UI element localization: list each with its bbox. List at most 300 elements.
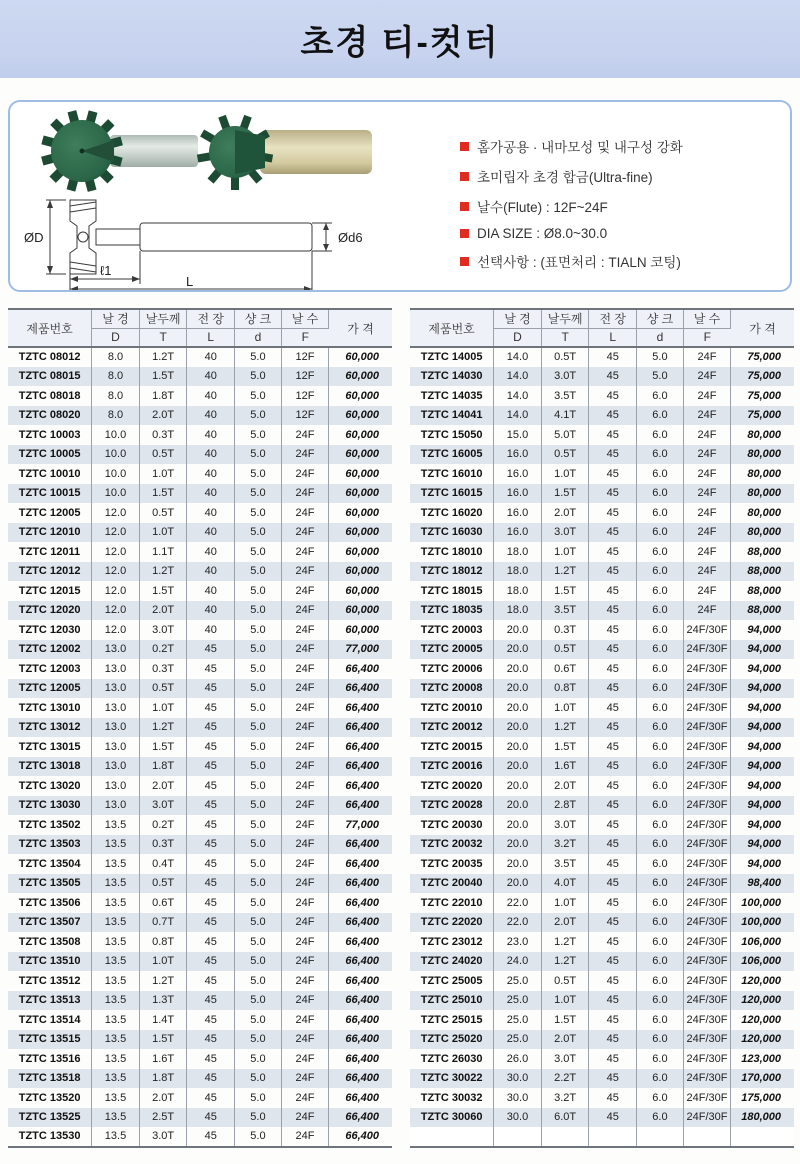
overall-length-cell: 45 bbox=[589, 776, 637, 796]
product-number-cell: TZTC 25015 bbox=[410, 1010, 494, 1030]
table-row bbox=[8, 601, 392, 621]
blade-thickness-cell: 1.2T bbox=[541, 932, 589, 952]
blade-thickness-cell: 1.0T bbox=[139, 698, 187, 718]
shank-cell: 5.0 bbox=[235, 893, 282, 913]
flute-cell: 24F bbox=[281, 757, 328, 777]
price-cell: 100,000 bbox=[741, 896, 781, 909]
shank-cell: 6.0 bbox=[637, 679, 684, 699]
blade-dia-cell: 12.0 bbox=[92, 581, 140, 601]
cutter-photo-front bbox=[41, 110, 198, 192]
price-cell: 66,400 bbox=[345, 1091, 379, 1104]
shank-cell: 5.0 bbox=[235, 523, 282, 543]
shank-cell: 6.0 bbox=[637, 1030, 684, 1050]
empty-cell bbox=[683, 1127, 730, 1147]
blade-dia-cell: 10.0 bbox=[92, 484, 140, 504]
product-number-cell: TZTC 10010 bbox=[8, 464, 92, 484]
table-row bbox=[410, 1108, 794, 1128]
shank-cell: 5.0 bbox=[235, 659, 282, 679]
price-cell: 60,000 bbox=[345, 351, 379, 364]
feature-list bbox=[442, 102, 790, 290]
overall-length-cell: 40 bbox=[187, 464, 235, 484]
dim-label-total-length: L bbox=[186, 274, 194, 289]
overall-length-cell: 45 bbox=[589, 640, 637, 660]
blade-dia-cell: 26.0 bbox=[494, 1049, 542, 1069]
shank-cell: 6.0 bbox=[637, 581, 684, 601]
table-row bbox=[8, 1049, 392, 1069]
price-cell: 66,400 bbox=[345, 760, 379, 773]
overall-length-cell: 45 bbox=[589, 425, 637, 445]
flute-cell: 12F bbox=[281, 406, 328, 426]
blade-dia-cell: 13.5 bbox=[92, 932, 140, 952]
feature-text: 초미립자 초경 합금(Ultra-fine) bbox=[477, 170, 653, 185]
price-cell: 60,000 bbox=[345, 623, 379, 636]
table-row bbox=[8, 932, 392, 952]
spec-table-left bbox=[8, 308, 392, 1148]
overall-length-cell: 45 bbox=[589, 757, 637, 777]
blade-thickness-cell: 0.7T bbox=[139, 913, 187, 933]
overall-length-cell: 45 bbox=[187, 1127, 235, 1147]
cutter-illustration bbox=[10, 102, 442, 290]
price-cell: 94,000 bbox=[747, 701, 781, 714]
blade-dia-cell: 13.5 bbox=[92, 1010, 140, 1030]
blade-dia-cell: 13.5 bbox=[92, 815, 140, 835]
blade-thickness-cell: 3.5T bbox=[541, 854, 589, 874]
blade-thickness-cell: 0.5T bbox=[139, 874, 187, 894]
header-shank: 샹 크 bbox=[637, 309, 684, 328]
table-row bbox=[410, 542, 794, 562]
product-number-cell: TZTC 20012 bbox=[410, 718, 494, 738]
shank-cell: 6.0 bbox=[637, 796, 684, 816]
overall-length-cell: 45 bbox=[589, 367, 637, 387]
price-cell: 94,000 bbox=[747, 623, 781, 636]
price-cell: 66,400 bbox=[345, 1111, 379, 1124]
flute-cell: 24F/30F bbox=[683, 1108, 730, 1128]
shank-cell: 5.0 bbox=[235, 484, 282, 504]
blade-dia-cell: 16.0 bbox=[494, 523, 542, 543]
shank-cell: 6.0 bbox=[637, 874, 684, 894]
blade-thickness-cell: 3.0T bbox=[139, 620, 187, 640]
blade-thickness-cell: 1.2T bbox=[139, 718, 187, 738]
shank-cell: 6.0 bbox=[637, 1108, 684, 1128]
header-symbol-D: D bbox=[92, 328, 140, 347]
blade-dia-cell: 20.0 bbox=[494, 659, 542, 679]
price-cell: 80,000 bbox=[747, 428, 781, 441]
shank-cell: 6.0 bbox=[637, 601, 684, 621]
flute-cell: 24F/30F bbox=[683, 932, 730, 952]
title-band bbox=[0, 0, 800, 78]
overall-length-cell: 45 bbox=[589, 659, 637, 679]
flute-cell: 24F bbox=[281, 971, 328, 991]
blade-dia-cell: 13.5 bbox=[92, 1108, 140, 1128]
overall-length-cell: 45 bbox=[589, 1030, 637, 1050]
table-row bbox=[8, 367, 392, 387]
blade-dia-cell: 13.0 bbox=[92, 718, 140, 738]
blade-thickness-cell: 0.5T bbox=[541, 445, 589, 465]
table-row bbox=[8, 620, 392, 640]
shank-cell: 6.0 bbox=[637, 464, 684, 484]
blade-thickness-cell: 0.2T bbox=[139, 815, 187, 835]
blade-dia-cell: 13.0 bbox=[92, 737, 140, 757]
blade-dia-cell: 18.0 bbox=[494, 562, 542, 582]
overall-length-cell: 45 bbox=[187, 757, 235, 777]
blade-thickness-cell: 1.2T bbox=[541, 562, 589, 582]
blade-dia-cell: 13.5 bbox=[92, 1030, 140, 1050]
table-row bbox=[410, 1088, 794, 1108]
table-row bbox=[8, 815, 392, 835]
flute-cell: 24F bbox=[281, 893, 328, 913]
shank-cell: 5.0 bbox=[235, 367, 282, 387]
table-row bbox=[410, 367, 794, 387]
price-cell: 60,000 bbox=[345, 370, 379, 383]
product-number-cell: TZTC 13513 bbox=[8, 991, 92, 1011]
shank-cell: 6.0 bbox=[637, 971, 684, 991]
flute-cell: 24F bbox=[683, 425, 730, 445]
blade-dia-cell: 18.0 bbox=[494, 581, 542, 601]
overall-length-cell: 45 bbox=[589, 503, 637, 523]
price-cell: 66,400 bbox=[345, 662, 379, 675]
product-number-cell: TZTC 12012 bbox=[8, 562, 92, 582]
flute-cell: 24F/30F bbox=[683, 640, 730, 660]
blade-dia-cell: 13.5 bbox=[92, 991, 140, 1011]
blade-dia-cell: 30.0 bbox=[494, 1108, 542, 1128]
flute-cell: 24F bbox=[281, 640, 328, 660]
shank-cell: 5.0 bbox=[235, 620, 282, 640]
table-row bbox=[8, 854, 392, 874]
price-cell: 66,400 bbox=[345, 682, 379, 695]
shank-cell: 5.0 bbox=[235, 562, 282, 582]
price-cell: 66,400 bbox=[345, 974, 379, 987]
flute-cell: 24F bbox=[683, 581, 730, 601]
product-number-cell: TZTC 12020 bbox=[8, 601, 92, 621]
shank-cell: 5.0 bbox=[235, 464, 282, 484]
product-number-cell: TZTC 18035 bbox=[410, 601, 494, 621]
table-row bbox=[410, 737, 794, 757]
overall-length-cell: 45 bbox=[589, 484, 637, 504]
shank-cell: 5.0 bbox=[235, 1108, 282, 1128]
overall-length-cell: 45 bbox=[589, 386, 637, 406]
price-cell: 60,000 bbox=[345, 584, 379, 597]
blade-thickness-cell: 1.0T bbox=[541, 464, 589, 484]
blade-dia-cell: 10.0 bbox=[92, 464, 140, 484]
blade-dia-cell: 22.0 bbox=[494, 893, 542, 913]
blade-thickness-cell: 0.8T bbox=[139, 932, 187, 952]
shank-cell: 6.0 bbox=[637, 913, 684, 933]
product-number-cell: TZTC 22020 bbox=[410, 913, 494, 933]
blade-thickness-cell: 0.5T bbox=[139, 679, 187, 699]
product-number-cell: TZTC 10015 bbox=[8, 484, 92, 504]
blade-thickness-cell: 1.5T bbox=[139, 367, 187, 387]
header-flutes: 날 수 bbox=[281, 309, 328, 328]
blade-thickness-cell: 1.0T bbox=[541, 542, 589, 562]
blade-thickness-cell: 0.3T bbox=[139, 425, 187, 445]
shank-cell: 6.0 bbox=[637, 523, 684, 543]
price-cell: 66,400 bbox=[345, 1033, 379, 1046]
flute-cell: 24F/30F bbox=[683, 1088, 730, 1108]
table-row bbox=[410, 679, 794, 699]
table-row bbox=[8, 581, 392, 601]
price-cell: 80,000 bbox=[747, 487, 781, 500]
product-number-cell: TZTC 16005 bbox=[410, 445, 494, 465]
blade-dia-cell: 12.0 bbox=[92, 601, 140, 621]
feature-item bbox=[460, 166, 780, 186]
header-overall-length: 전 장 bbox=[187, 309, 235, 328]
overall-length-cell: 45 bbox=[589, 1069, 637, 1089]
flute-cell: 24F bbox=[281, 542, 328, 562]
price-cell: 60,000 bbox=[345, 545, 379, 558]
blade-thickness-cell: 1.0T bbox=[541, 991, 589, 1011]
blade-dia-cell: 13.5 bbox=[92, 854, 140, 874]
overall-length-cell: 45 bbox=[187, 932, 235, 952]
price-cell: 94,000 bbox=[747, 838, 781, 851]
blade-dia-cell: 15.0 bbox=[494, 425, 542, 445]
overall-length-cell: 45 bbox=[187, 737, 235, 757]
overall-length-cell: 45 bbox=[187, 913, 235, 933]
price-cell: 75,000 bbox=[747, 351, 781, 364]
price-cell: 94,000 bbox=[747, 760, 781, 773]
shank-cell: 6.0 bbox=[637, 952, 684, 972]
price-cell: 80,000 bbox=[747, 526, 781, 539]
flute-cell: 24F/30F bbox=[683, 854, 730, 874]
price-cell: 88,000 bbox=[747, 545, 781, 558]
product-number-cell: TZTC 16020 bbox=[410, 503, 494, 523]
bullet-square-icon bbox=[460, 142, 469, 151]
flute-cell: 24F bbox=[281, 796, 328, 816]
table-row bbox=[410, 698, 794, 718]
flute-cell: 24F/30F bbox=[683, 913, 730, 933]
table-row bbox=[8, 971, 392, 991]
flute-cell: 24F bbox=[281, 776, 328, 796]
flute-cell: 24F bbox=[281, 718, 328, 738]
table-row bbox=[8, 952, 392, 972]
product-number-cell: TZTC 20040 bbox=[410, 874, 494, 894]
price-cell: 80,000 bbox=[747, 506, 781, 519]
blade-thickness-cell: 1.5T bbox=[541, 581, 589, 601]
blade-thickness-cell: 2.0T bbox=[541, 913, 589, 933]
shank-cell: 6.0 bbox=[637, 542, 684, 562]
shank-cell: 5.0 bbox=[235, 971, 282, 991]
blade-dia-cell: 18.0 bbox=[494, 542, 542, 562]
product-number-cell: TZTC 16010 bbox=[410, 464, 494, 484]
overall-length-cell: 45 bbox=[187, 874, 235, 894]
table-row bbox=[410, 1049, 794, 1069]
price-cell: 60,000 bbox=[345, 389, 379, 402]
price-cell: 75,000 bbox=[747, 370, 781, 383]
product-number-cell: TZTC 30060 bbox=[410, 1108, 494, 1128]
header-product-number: 제품번호 bbox=[410, 309, 494, 347]
blade-dia-cell: 24.0 bbox=[494, 952, 542, 972]
flute-cell: 24F/30F bbox=[683, 1030, 730, 1050]
table-row bbox=[8, 386, 392, 406]
header-symbol-L: L bbox=[589, 328, 637, 347]
flute-cell: 24F/30F bbox=[683, 874, 730, 894]
overall-length-cell: 45 bbox=[187, 991, 235, 1011]
flute-cell: 24F bbox=[281, 679, 328, 699]
flute-cell: 24F/30F bbox=[683, 835, 730, 855]
product-number-cell: TZTC 12005 bbox=[8, 679, 92, 699]
table-row bbox=[410, 523, 794, 543]
overall-length-cell: 45 bbox=[589, 952, 637, 972]
table-header bbox=[8, 309, 392, 347]
flute-cell: 24F bbox=[683, 562, 730, 582]
shank-cell: 6.0 bbox=[637, 425, 684, 445]
overall-length-cell: 40 bbox=[187, 425, 235, 445]
shank-cell: 5.0 bbox=[235, 991, 282, 1011]
product-number-cell: TZTC 13018 bbox=[8, 757, 92, 777]
blade-thickness-cell: 2.0T bbox=[139, 601, 187, 621]
table-row bbox=[410, 1030, 794, 1050]
blade-dia-cell: 14.0 bbox=[494, 367, 542, 387]
blade-thickness-cell: 0.8T bbox=[541, 679, 589, 699]
header-price: 가 격 bbox=[731, 309, 794, 347]
blade-thickness-cell: 1.8T bbox=[139, 757, 187, 777]
overall-length-cell: 45 bbox=[589, 562, 637, 582]
overall-length-cell: 40 bbox=[187, 445, 235, 465]
product-number-cell: TZTC 20006 bbox=[410, 659, 494, 679]
shank-cell: 6.0 bbox=[637, 406, 684, 426]
shank-cell: 5.0 bbox=[235, 1030, 282, 1050]
price-cell: 60,000 bbox=[345, 448, 379, 461]
page-title: 초경 티-컷터 bbox=[300, 23, 500, 62]
overall-length-cell: 45 bbox=[589, 1049, 637, 1069]
shank-cell: 5.0 bbox=[235, 581, 282, 601]
shank-cell: 5.0 bbox=[235, 1010, 282, 1030]
table-row bbox=[8, 484, 392, 504]
product-number-cell: TZTC 18010 bbox=[410, 542, 494, 562]
flute-cell: 24F/30F bbox=[683, 815, 730, 835]
product-number-cell: TZTC 23012 bbox=[410, 932, 494, 952]
flute-cell: 24F bbox=[281, 698, 328, 718]
blade-dia-cell: 20.0 bbox=[494, 737, 542, 757]
table-row bbox=[8, 796, 392, 816]
shank-cell: 6.0 bbox=[637, 698, 684, 718]
product-number-cell: TZTC 13504 bbox=[8, 854, 92, 874]
bullet-square-icon bbox=[460, 257, 469, 266]
blade-thickness-cell: 5.0T bbox=[541, 425, 589, 445]
table-row bbox=[410, 932, 794, 952]
product-number-cell: TZTC 25005 bbox=[410, 971, 494, 991]
blade-thickness-cell: 3.5T bbox=[541, 386, 589, 406]
flute-cell: 24F bbox=[683, 386, 730, 406]
product-number-cell: TZTC 12015 bbox=[8, 581, 92, 601]
blade-dia-cell: 20.0 bbox=[494, 776, 542, 796]
blade-dia-cell: 13.5 bbox=[92, 913, 140, 933]
product-number-cell: TZTC 20008 bbox=[410, 679, 494, 699]
blade-thickness-cell: 1.5T bbox=[139, 1030, 187, 1050]
table-row bbox=[410, 620, 794, 640]
table-row bbox=[410, 776, 794, 796]
overall-length-cell: 40 bbox=[187, 406, 235, 426]
product-number-cell: TZTC 08018 bbox=[8, 386, 92, 406]
flute-cell: 24F bbox=[683, 406, 730, 426]
overall-length-cell: 40 bbox=[187, 562, 235, 582]
blade-dia-cell: 16.0 bbox=[494, 503, 542, 523]
blade-dia-cell: 8.0 bbox=[92, 367, 140, 387]
blade-thickness-cell: 1.2T bbox=[139, 971, 187, 991]
price-cell: 106,000 bbox=[741, 955, 781, 968]
flute-cell: 24F/30F bbox=[683, 679, 730, 699]
overall-length-cell: 45 bbox=[589, 523, 637, 543]
flute-cell: 24F bbox=[683, 464, 730, 484]
feature-text: 날수(Flute) : 12F~24F bbox=[477, 200, 608, 215]
overall-length-cell: 45 bbox=[589, 445, 637, 465]
flute-cell: 24F/30F bbox=[683, 893, 730, 913]
product-number-cell: TZTC 15050 bbox=[410, 425, 494, 445]
table-row bbox=[8, 893, 392, 913]
table-row bbox=[410, 913, 794, 933]
table-row bbox=[8, 464, 392, 484]
blade-thickness-cell: 1.0T bbox=[541, 698, 589, 718]
price-cell: 94,000 bbox=[747, 721, 781, 734]
flute-cell: 24F bbox=[281, 1069, 328, 1089]
spec-table-right bbox=[410, 308, 794, 1148]
product-number-cell: TZTC 13030 bbox=[8, 796, 92, 816]
blade-thickness-cell: 1.5T bbox=[139, 581, 187, 601]
blade-thickness-cell: 3.0T bbox=[541, 367, 589, 387]
table-row bbox=[8, 445, 392, 465]
blade-thickness-cell: 1.5T bbox=[139, 484, 187, 504]
table-row bbox=[410, 718, 794, 738]
price-cell: 66,400 bbox=[345, 1072, 379, 1085]
header-shank: 샹 크 bbox=[235, 309, 282, 328]
flute-cell: 24F bbox=[281, 523, 328, 543]
price-cell: 66,400 bbox=[345, 740, 379, 753]
table-row bbox=[8, 1108, 392, 1128]
blade-dia-cell: 25.0 bbox=[494, 971, 542, 991]
blade-thickness-cell: 2.0T bbox=[541, 1030, 589, 1050]
blade-thickness-cell: 0.6T bbox=[541, 659, 589, 679]
bullet-square-icon bbox=[460, 202, 469, 211]
overall-length-cell: 45 bbox=[589, 718, 637, 738]
table-header bbox=[410, 309, 794, 347]
table-row bbox=[410, 796, 794, 816]
flute-cell: 24F bbox=[281, 1108, 328, 1128]
overall-length-cell: 40 bbox=[187, 620, 235, 640]
blade-dia-cell: 20.0 bbox=[494, 874, 542, 894]
blade-dia-cell: 18.0 bbox=[494, 601, 542, 621]
product-number-cell: TZTC 13512 bbox=[8, 971, 92, 991]
price-cell: 120,000 bbox=[741, 1033, 781, 1046]
price-cell: 66,400 bbox=[345, 1013, 379, 1026]
blade-thickness-cell: 1.4T bbox=[139, 1010, 187, 1030]
table-row bbox=[410, 1010, 794, 1030]
header-symbol-d: d bbox=[637, 328, 684, 347]
table-row bbox=[8, 776, 392, 796]
blade-dia-cell: 20.0 bbox=[494, 698, 542, 718]
blade-dia-cell: 13.5 bbox=[92, 835, 140, 855]
flute-cell: 24F bbox=[683, 367, 730, 387]
flute-cell: 12F bbox=[281, 386, 328, 406]
product-number-cell: TZTC 22010 bbox=[410, 893, 494, 913]
overall-length-cell: 45 bbox=[589, 1010, 637, 1030]
blade-thickness-cell: 0.4T bbox=[139, 854, 187, 874]
price-cell: 60,000 bbox=[345, 467, 379, 480]
table-row bbox=[8, 1088, 392, 1108]
price-cell: 66,400 bbox=[345, 916, 379, 929]
flute-cell: 24F bbox=[281, 464, 328, 484]
product-number-cell: TZTC 13502 bbox=[8, 815, 92, 835]
overall-length-cell: 45 bbox=[187, 835, 235, 855]
blade-thickness-cell: 0.5T bbox=[541, 347, 589, 367]
shank-cell: 5.0 bbox=[235, 445, 282, 465]
product-number-cell: TZTC 12003 bbox=[8, 659, 92, 679]
product-number-cell: TZTC 25010 bbox=[410, 991, 494, 1011]
table-row bbox=[410, 464, 794, 484]
blade-dia-cell: 13.0 bbox=[92, 776, 140, 796]
flute-cell: 24F bbox=[281, 503, 328, 523]
product-number-cell: TZTC 13516 bbox=[8, 1049, 92, 1069]
cutter-photo-angled bbox=[197, 115, 372, 190]
product-number-cell: TZTC 08020 bbox=[8, 406, 92, 426]
